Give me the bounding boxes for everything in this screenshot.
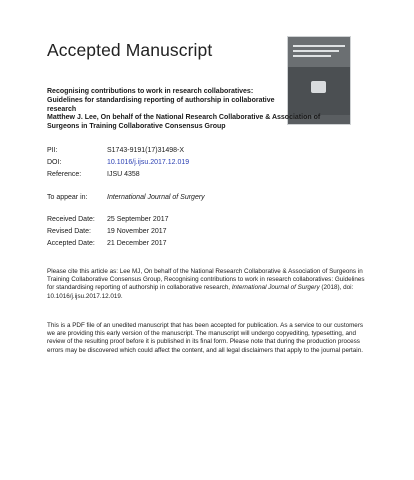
disclaimer-paragraph: This is a PDF file of an unedited manuscript that has been accepted for publication. As a service to our customers we are providing this early version of the manuscript. The manuscript will undergo copyediting, typesetting, and review of the resulting proof before it is published in its final form. Please note that during the production process errors may be discovered which could affect the content, and all legal disclaimers that apply to the journal pertain. [47,322,364,354]
meta-value: 25 September 2017 [107,216,169,223]
meta-label: DOI: [47,159,62,166]
citation-suffix: (2018), doi: 10.1016/j.ijsu.2017.12.019. [47,284,354,300]
journal-name: International Journal of Surgery [107,194,205,201]
cover-title-line [293,55,331,57]
journal-cover-thumbnail [288,37,350,124]
meta-label: To appear in: [47,194,88,201]
meta-value: S1743-9191(17)31498-X [107,147,185,154]
citation-paragraph [47,268,369,301]
doi-link[interactable]: 10.1016/j.ijsu.2017.12.019 [107,159,190,166]
meta-label: PII: [47,147,58,154]
meta-value: IJSU 4358 [107,171,140,178]
meta-label: Reference: [47,171,82,178]
meta-value: 21 December 2017 [107,240,167,247]
meta-label: Revised Date: [47,228,91,235]
meta-value: 19 November 2017 [107,228,167,235]
article-authors: Matthew J. Lee, On behalf of the National Research Collaborative & Association of Surgeons in Training Collaborative Consensus Group [47,114,321,130]
article-title: Recognising contributions to work in research collaboratives: Guidelines for standardising reporting of authorship in collaborative research [47,88,275,113]
meta-label: Received Date: [47,216,95,223]
cover-title-line [293,50,339,52]
citation-journal: International Journal of Surgery [231,284,320,292]
cover-emblem-icon [311,81,326,93]
cover-title-line [293,45,345,47]
cover-title-band [288,37,350,67]
page-heading: Accepted Manuscript [47,40,213,60]
meta-label: Accepted Date: [47,240,95,247]
citation-prefix: Please cite this article as: Lee MJ, On behalf of the National Research Collaborative & Association of Surgeons in Training Collaborative Consensus Group, Recognising contributions to work in research collaboratives: Guidelines for standardising reporting of authorship in collaborative research, [47,268,365,292]
